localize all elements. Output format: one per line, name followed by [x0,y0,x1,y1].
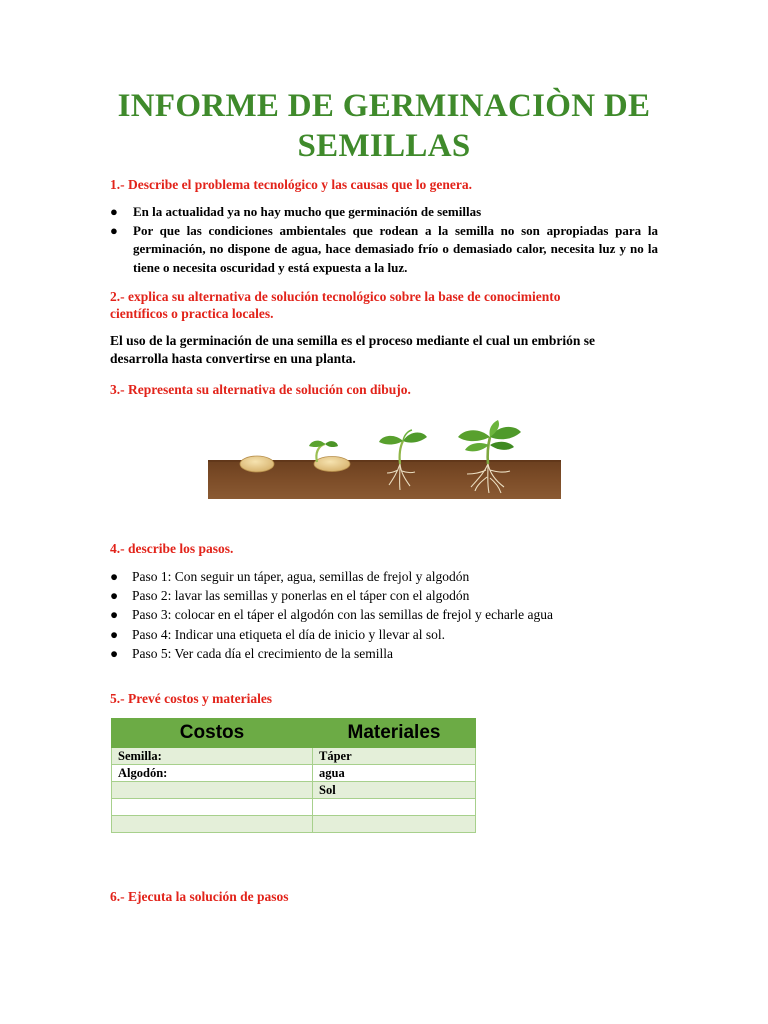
germination-illustration [205,415,563,503]
bullet-icon: ● [110,204,118,219]
step-item [110,644,670,663]
section-5-heading: 5.- Prevé costos y materiales [110,691,273,706]
table-row [112,748,476,765]
table-row [112,782,476,799]
title-line-2: SEMILLAS [297,128,471,164]
table-cell [112,816,313,833]
step-item [110,625,670,644]
step-text: Paso 4: Indicar una etiqueta el día de inicio y llevar al sol. [132,626,446,642]
section-2-paragraph: El uso de la germinación de una semilla es el proceso mediante el cual un embrión se desarrolla hasta convertirse en una planta. [110,333,595,366]
section-1-bullet-list [110,203,658,277]
table-cell: Sol [313,782,476,799]
section-6-heading: 6.- Ejecuta la solución de pasos [110,889,289,904]
costs-materials-table [111,718,476,833]
table-header-materials: Materiales [313,719,476,748]
bullet-icon: ● [110,607,119,623]
list-item-text: En la actualidad ya no hay mucho que germinación de semillas [133,204,482,219]
section-4-heading: 4.- describe los pasos. [110,541,234,556]
step-item [110,586,670,605]
step-text: Paso 1: Con seguir un táper, agua, semillas de frejol y algodón [132,569,470,584]
step-text: Paso 3: colocar en el táper el algodón con las semillas de frejol y echarle agua [132,607,553,623]
table-cell [112,782,313,799]
bullet-icon: ● [110,588,119,604]
bullet-icon: ● [110,569,119,584]
table-row [112,765,476,782]
table-cell: Algodón: [112,765,313,782]
document-title [0,86,768,166]
sprouting-seed-icon [309,441,350,472]
bullet-icon: ● [110,626,119,642]
table-row [112,799,476,816]
step-item [110,605,670,624]
table-header-costs: Costos [112,719,313,748]
table-header-row [112,719,476,748]
table-row [112,816,476,833]
list-item [110,203,658,222]
table-cell: Táper [313,748,476,765]
step-item [110,567,670,586]
table-cell: Semilla: [112,748,313,765]
list-item-text: Por que las condiciones ambientales que rodean a la semilla no son apropiadas para la germinación, no dispone de agua, hace demasiado frío o demasiado calor, necesita luz y no la tiene o necesita oscuridad y está expuesta a la luz. [133,222,658,275]
section-1-heading: 1.- Describe el problema tecnológico y las causas que lo genera. [110,177,472,192]
seed-stage-icon [240,456,274,472]
step-text: Paso 5: Ver cada día el crecimiento de la semilla [132,645,394,661]
bullet-icon: ● [110,645,119,661]
bullet-icon: ● [110,222,118,238]
section-2-heading-line-2: científicos o practica locales. [110,306,274,321]
section-2-heading [110,288,560,322]
table-cell [313,799,476,816]
title-line-1: INFORME DE GERMINACIÒN DE [117,88,651,124]
table-cell [313,816,476,833]
list-item [110,222,658,278]
table-cell: agua [313,765,476,782]
section-2-heading-line-1: 2.- explica su alternativa de solución tecnológico sobre la base de conocimiento [110,289,561,304]
step-text: Paso 2: lavar las semillas y ponerlas en el táper con el algodón [132,588,470,604]
section-3-heading: 3.- Representa su alternativa de solución con dibujo. [110,382,411,397]
steps-list [110,567,670,663]
table-cell [112,799,313,816]
